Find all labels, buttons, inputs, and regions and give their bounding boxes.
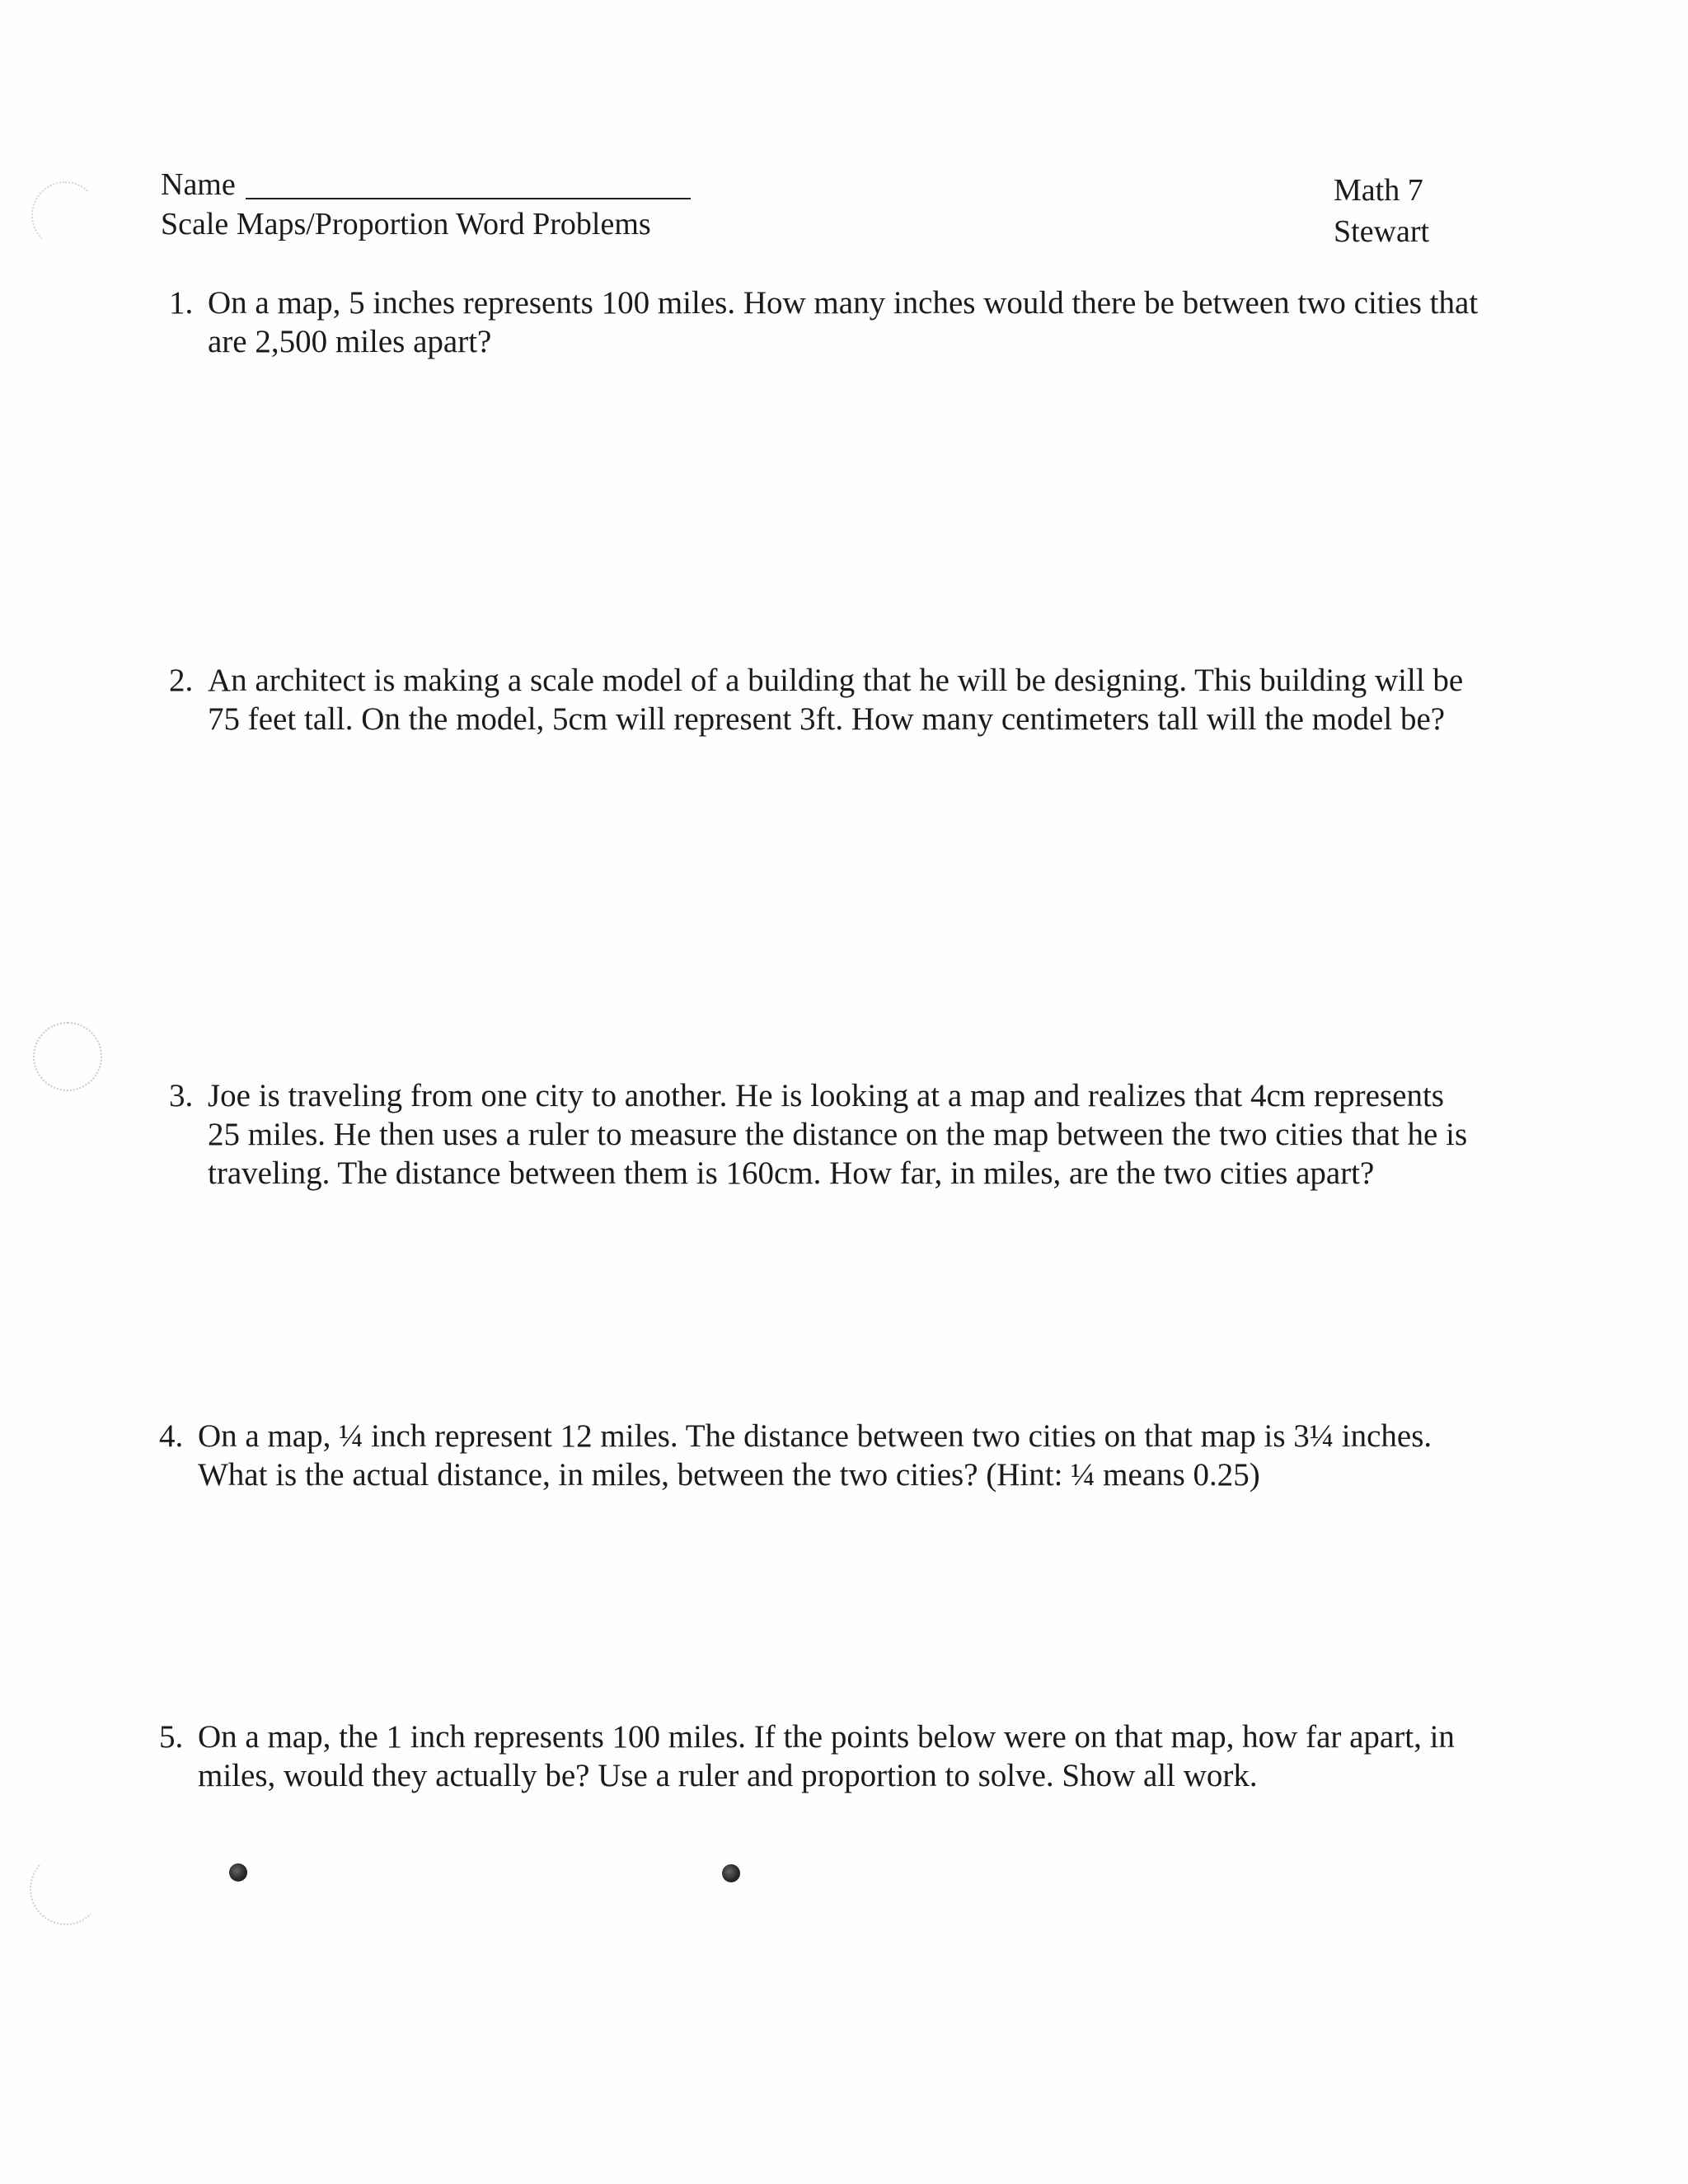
problem-2: [169, 661, 1479, 738]
punch-hole-mark: [33, 1022, 102, 1091]
problem-number: 5.: [159, 1719, 184, 1755]
punch-hole-mark: [30, 1853, 102, 1925]
course-label: Math 7: [1334, 173, 1423, 208]
punch-hole-mark: [31, 181, 99, 249]
problem-number: 1.: [169, 285, 194, 321]
map-point-b: [722, 1864, 740, 1882]
problem-text: On a map, 5 inches represents 100 miles. How many inches would there be between two cities that are 2,500 miles apart?: [208, 285, 1479, 359]
name-row: [161, 165, 691, 204]
problem-text: On a map, ¼ inch represent 12 miles. The distance between two cities on that map is 3¼ inches. What is the actual distance, in miles, between the two cities? (Hint: ¼ means 0.25): [198, 1418, 1432, 1493]
name-label: Name: [161, 167, 236, 202]
problem-5: [159, 1718, 1470, 1795]
worksheet-subtitle: Scale Maps/Proportion Word Problems: [161, 207, 651, 241]
header-left: [161, 165, 691, 244]
header-right: [1334, 170, 1429, 252]
problem-text: Joe is traveling from one city to another. He is looking at a map and realizes that 4cm represents 25 miles. He then uses a ruler to measure the distance on the map between the two cities that he is traveling. The distance between them is 160cm. How far, in miles, are the two cities apart?: [208, 1078, 1468, 1191]
map-point-a: [229, 1863, 247, 1882]
problem-3: [169, 1076, 1479, 1193]
problem-number: 4.: [159, 1418, 184, 1454]
problem-text: On a map, the 1 inch represents 100 miles. If the points below were on that map, how far apart, in miles, would they actually be? Use a ruler and proportion to solve. Show all work.: [198, 1719, 1455, 1793]
problem-text: An architect is making a scale model of a building that he will be designing. This building will be 75 feet tall. On the model, 5cm will represent 3ft. How many centimeters tall will the model be?: [208, 663, 1464, 737]
problem-number: 3.: [169, 1078, 194, 1113]
teacher-label: Stewart: [1334, 214, 1430, 249]
problem-4: [159, 1417, 1470, 1494]
name-blank-line: [246, 170, 691, 199]
problem-number: 2.: [169, 663, 194, 698]
problem-1: [169, 284, 1479, 361]
